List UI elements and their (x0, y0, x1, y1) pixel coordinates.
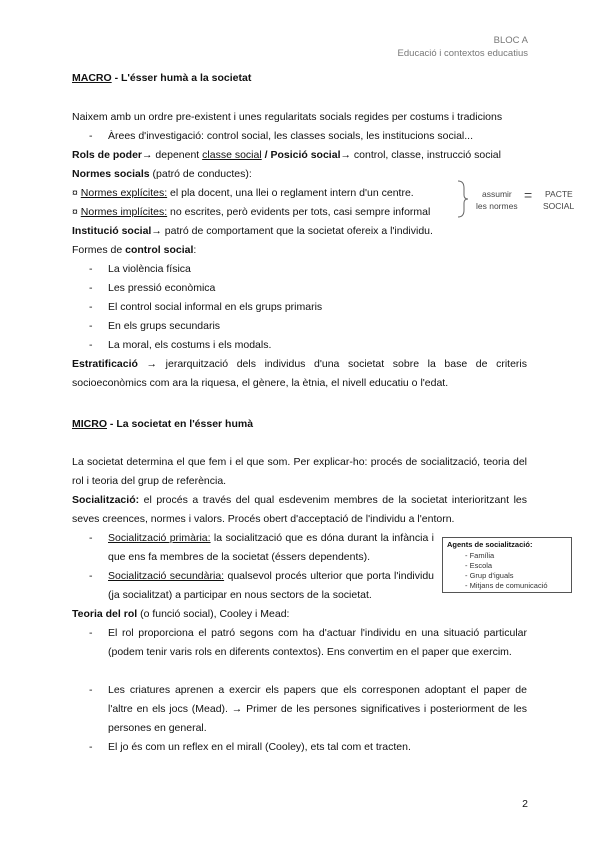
dash: - (89, 130, 93, 142)
dash: - (89, 282, 93, 294)
micro-heading: MICRO - La societat en l'ésser humà (72, 418, 254, 430)
formes-item: Les pressió econòmica (108, 282, 216, 294)
page-number: 2 (522, 798, 528, 810)
agents-box (442, 537, 572, 593)
dash: - (89, 570, 93, 582)
dash: - (89, 532, 93, 544)
dash: - (89, 339, 93, 351)
dash: - (89, 263, 93, 275)
formes-item: En els grups secundaris (108, 320, 221, 332)
rol-item: El jo és com un reflex en el mirall (Cooley), ets tal com et tracten. (108, 741, 411, 753)
dash: - (89, 741, 93, 753)
formes-line: Formes de control social: (72, 244, 197, 256)
agents-item: - Grup d'iguals (465, 571, 514, 580)
formes-item: La violència física (108, 263, 191, 275)
header-bloc: BLOC A (493, 35, 528, 46)
arees-item: Àrees d'investigació: control social, les classes socials, les institucions social... (108, 130, 473, 142)
socialitzacio-secundaria: Socialització secundària: qualsevol procés ulterior que porta l'individu (ja socialitzat) a participar en nous sectors de la societat. (108, 570, 435, 601)
dash: - (89, 320, 93, 332)
normes-explicites: ¤ Normes explícites: el pla docent, una llei o reglament intern d'un centre. (72, 187, 414, 199)
agents-item: - Família (465, 551, 495, 560)
macro-heading: MACRO - L'ésser humà a la societat (72, 72, 252, 84)
agents-item: - Escola (465, 561, 493, 570)
side-equals: = (524, 187, 533, 203)
side-pacte: PACTE (545, 189, 573, 199)
estratificacio-paragraph: Estratificació → jerarquització dels individus d'una societat sobre la base de criteris socioeconòmics com ara la riquesa, el gènere, la ètnia, el nivell educatiu o l'edat. (72, 358, 527, 389)
socialitzacio-primaria: Socialització primària: la socialització que es dóna durant la infància i que ens fa membres de la societat (éssers dependents). (108, 532, 434, 563)
rol-item: El rol proporciona el patró segons com ha d'actuar l'individu en una situació particular (podem tenir varis rols en diferents contextos). Ens convertim en el paper que exercim. (108, 627, 527, 658)
institucio-line: Institució social→ patró de comportament que la societat ofereix a l'individu. (72, 225, 433, 237)
formes-item: El control social informal en els grups primaris (108, 301, 323, 313)
dash: - (89, 301, 93, 313)
teoria-rol-line: Teoria del rol (o funció social), Cooley i Mead: (72, 608, 290, 620)
normes-line: Normes socials (patró de conductes): (72, 168, 252, 180)
rols-line: Rols de poder→ depenent classe social / Posició social→ control, classe, instrucció social (72, 149, 501, 161)
side-social: SOCIAL (543, 201, 575, 211)
header-subtitle: Educació i contextos educatius (397, 48, 528, 59)
rol-item: Les criatures aprenen a exercir els papers que els corresponen adoptant el paper de l'altre en els jocs (Mead). → Primer de les persones significatives i posteriorment de les persones en general. (108, 684, 527, 734)
brace-icon (456, 180, 470, 218)
macro-intro: Naixem amb un ordre pre-existent i unes regularitats socials regides per costums i tradicions (72, 111, 503, 123)
micro-intro: La societat determina el que fem i el que som. Per explicar-ho: procés de socialització, teoria del rol i teoria del grup de referència. (72, 456, 527, 487)
dash: - (89, 627, 93, 639)
dash: - (89, 684, 93, 696)
normes-implicites: ¤ Normes implícites: no escrites, però evidents per tots, casi sempre informal (72, 206, 431, 218)
socialitzacio-paragraph: Socialització: el procés a través del qual esdevenim membres de la societat interioritzant les seves creences, normes i valors. Procés obert d'acceptació de l'individu a l'entorn. (72, 494, 527, 525)
agents-title: Agents de socialització: (447, 540, 533, 549)
agents-item: - Mitjans de comunicació (465, 581, 548, 590)
formes-item: La moral, els costums i els modals. (108, 339, 272, 351)
side-normes: les normes (476, 201, 518, 211)
side-assumir: assumir (482, 189, 512, 199)
